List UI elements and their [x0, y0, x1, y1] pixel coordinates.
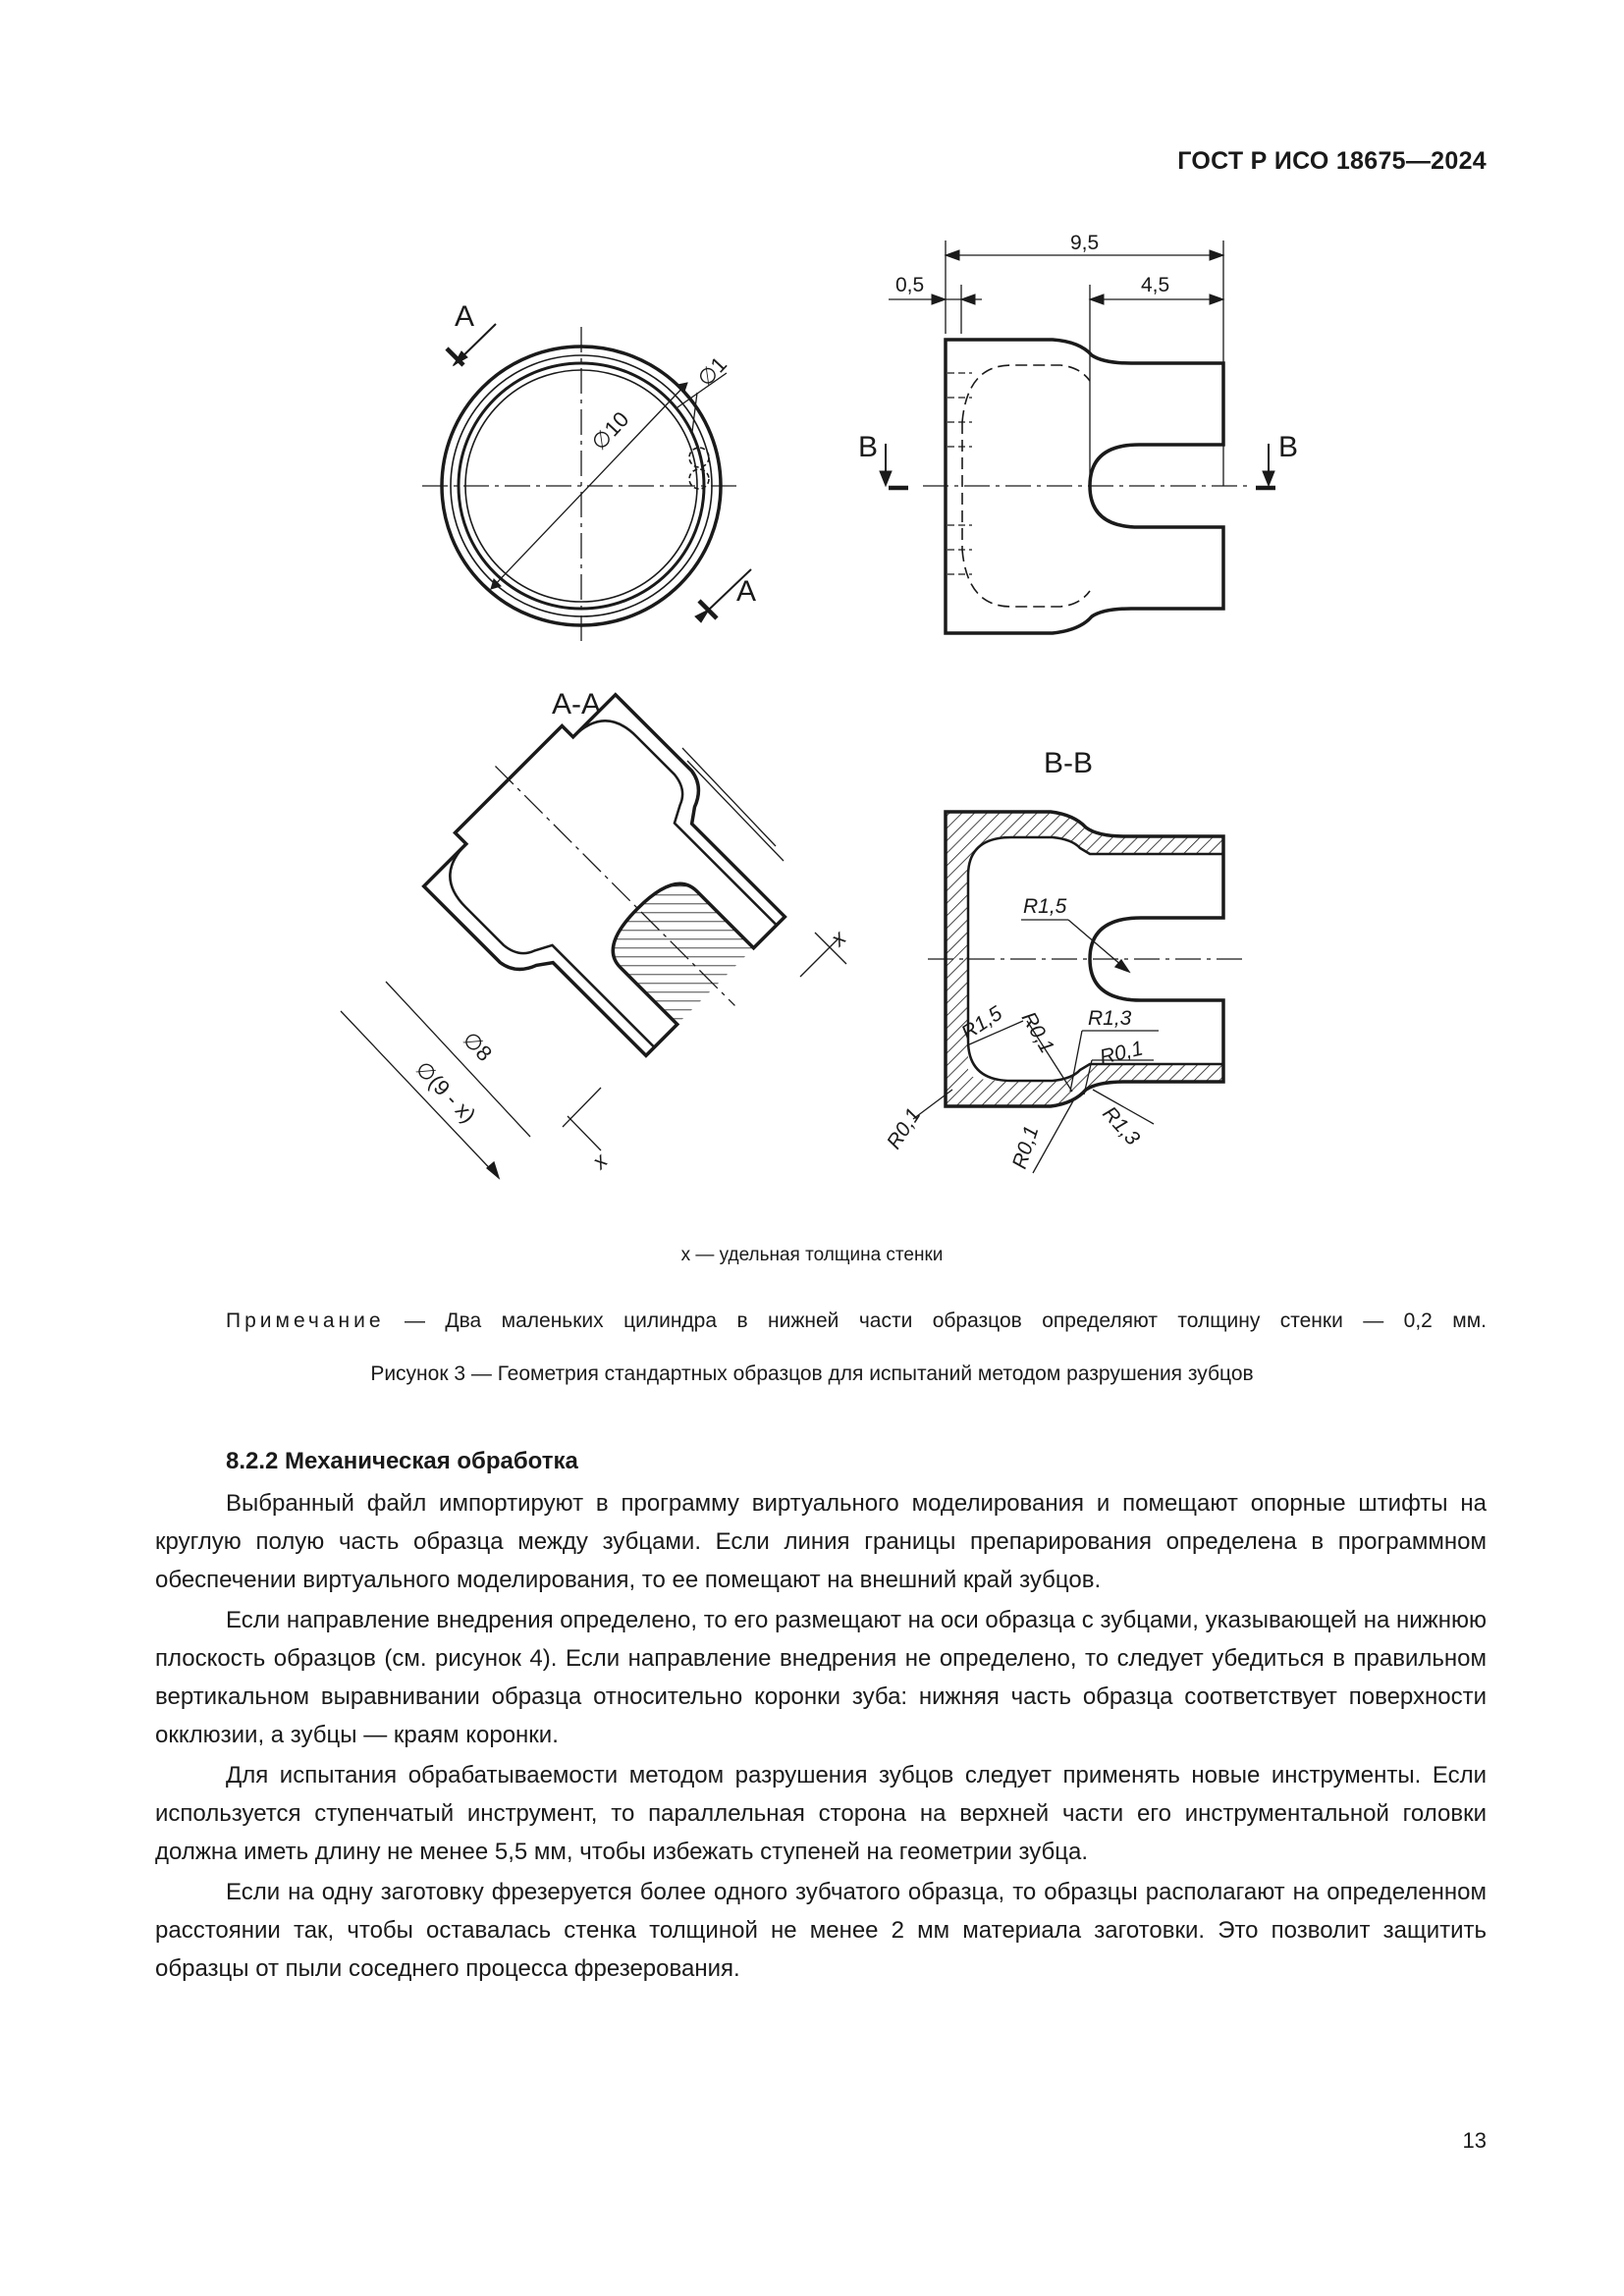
section-aa-title: A-A	[552, 688, 602, 721]
paragraph-4: Если на одну заготовку фрезеруется более одного зубчатого образца, то образцы располагают на определенном расстоянии так, чтобы оставалась стенка толщиной не менее 2 мм материала заготовки. Это позволит защитить образцы от пыли соседнего процесса фрезерования.	[155, 1879, 1487, 1982]
standard-header: ГОСТ Р ИСО 18675—2024	[1177, 147, 1487, 175]
top-view-section-letter-top: A	[455, 300, 475, 333]
section-bb-r1: R1,5	[1023, 895, 1067, 918]
paragraph-3: Для испытания обрабатываемости методом разрушения зубцов следует применять новые инструменты. Если используется ступенчатый инструмент, то параллельная сторона на верхней части его инструментальной головки должна иметь длину не менее 5,5 мм, чтобы избежать ступеней на геометрии зубца.	[155, 1762, 1487, 1865]
section-aa-dia-inner: ∅8	[458, 1027, 498, 1067]
section-bb-r5: R0,1	[1097, 1037, 1146, 1069]
side-view	[880, 240, 1275, 633]
note-label: Примечание	[226, 1309, 385, 1332]
section-bb-r2: R1,5	[957, 1001, 1006, 1045]
body-text	[155, 1484, 1487, 1990]
section-aa-x-lower: x	[587, 1148, 613, 1174]
side-view-section-letter-left: B	[858, 431, 879, 463]
section-bb-r3: R0,1	[1016, 1008, 1058, 1057]
section-aa-x-upper: x	[826, 925, 851, 951]
page-number: 13	[1462, 2128, 1487, 2153]
section-bb-r7: R0,1	[1007, 1123, 1044, 1172]
side-view-section-letter-right: B	[1278, 431, 1299, 463]
figure-caption: Рисунок 3 — Геометрия стандартных образцов для испытаний методом разрушения зубцов	[370, 1362, 1254, 1385]
section-bb	[913, 812, 1247, 1173]
section-bb-title: B-B	[1044, 747, 1094, 779]
paragraph-2: Если направление внедрения определено, то его размещают на оси образца с зубцами, указывающей на нижнюю плоскость образцов (см. рисунок 4). Если направление внедрения не определено, то следует убедиться в правильном вертикальном выравнивании образца относительно коронки зуба: нижняя часть образца соответствует поверхности окклюзии, а зубцы — краям коронки.	[155, 1607, 1487, 1748]
paragraph-1: Выбранный файл импортируют в программу виртуального моделирования и помещают опорные штифты на круглую полую часть образца между зубцами. Если линия границы препарирования определена в программном обеспечении виртуального моделирования, то ее помещают на внешний край зубцов.	[155, 1490, 1487, 1593]
figure-legend: x — удельная толщина стенки	[680, 1245, 944, 1265]
section-bb-r8: R1,3	[1098, 1101, 1145, 1150]
note-text: — Два маленьких цилиндра в нижней части образцов определяют толщину стенки — 0,2 мм.	[384, 1309, 1487, 1332]
section-bb-r6: R0,1	[882, 1103, 926, 1153]
section-bb-r4: R1,3	[1088, 1007, 1132, 1030]
top-view-section-letter-bottom: A	[736, 575, 757, 608]
top-view-dia-small: ∅1	[692, 351, 732, 392]
side-view-dim-total: 9,5	[1070, 232, 1100, 254]
side-view-dim-left: 0,5	[895, 274, 925, 296]
section-aa-dia-outer: ∅(9 - x)	[410, 1056, 481, 1128]
top-view-dia-outer: ∅10	[586, 406, 634, 455]
section-title: 8.2.2 Механическая обработка	[226, 1448, 578, 1474]
side-view-dim-right: 4,5	[1141, 274, 1170, 296]
figure-note	[226, 1309, 1487, 1333]
